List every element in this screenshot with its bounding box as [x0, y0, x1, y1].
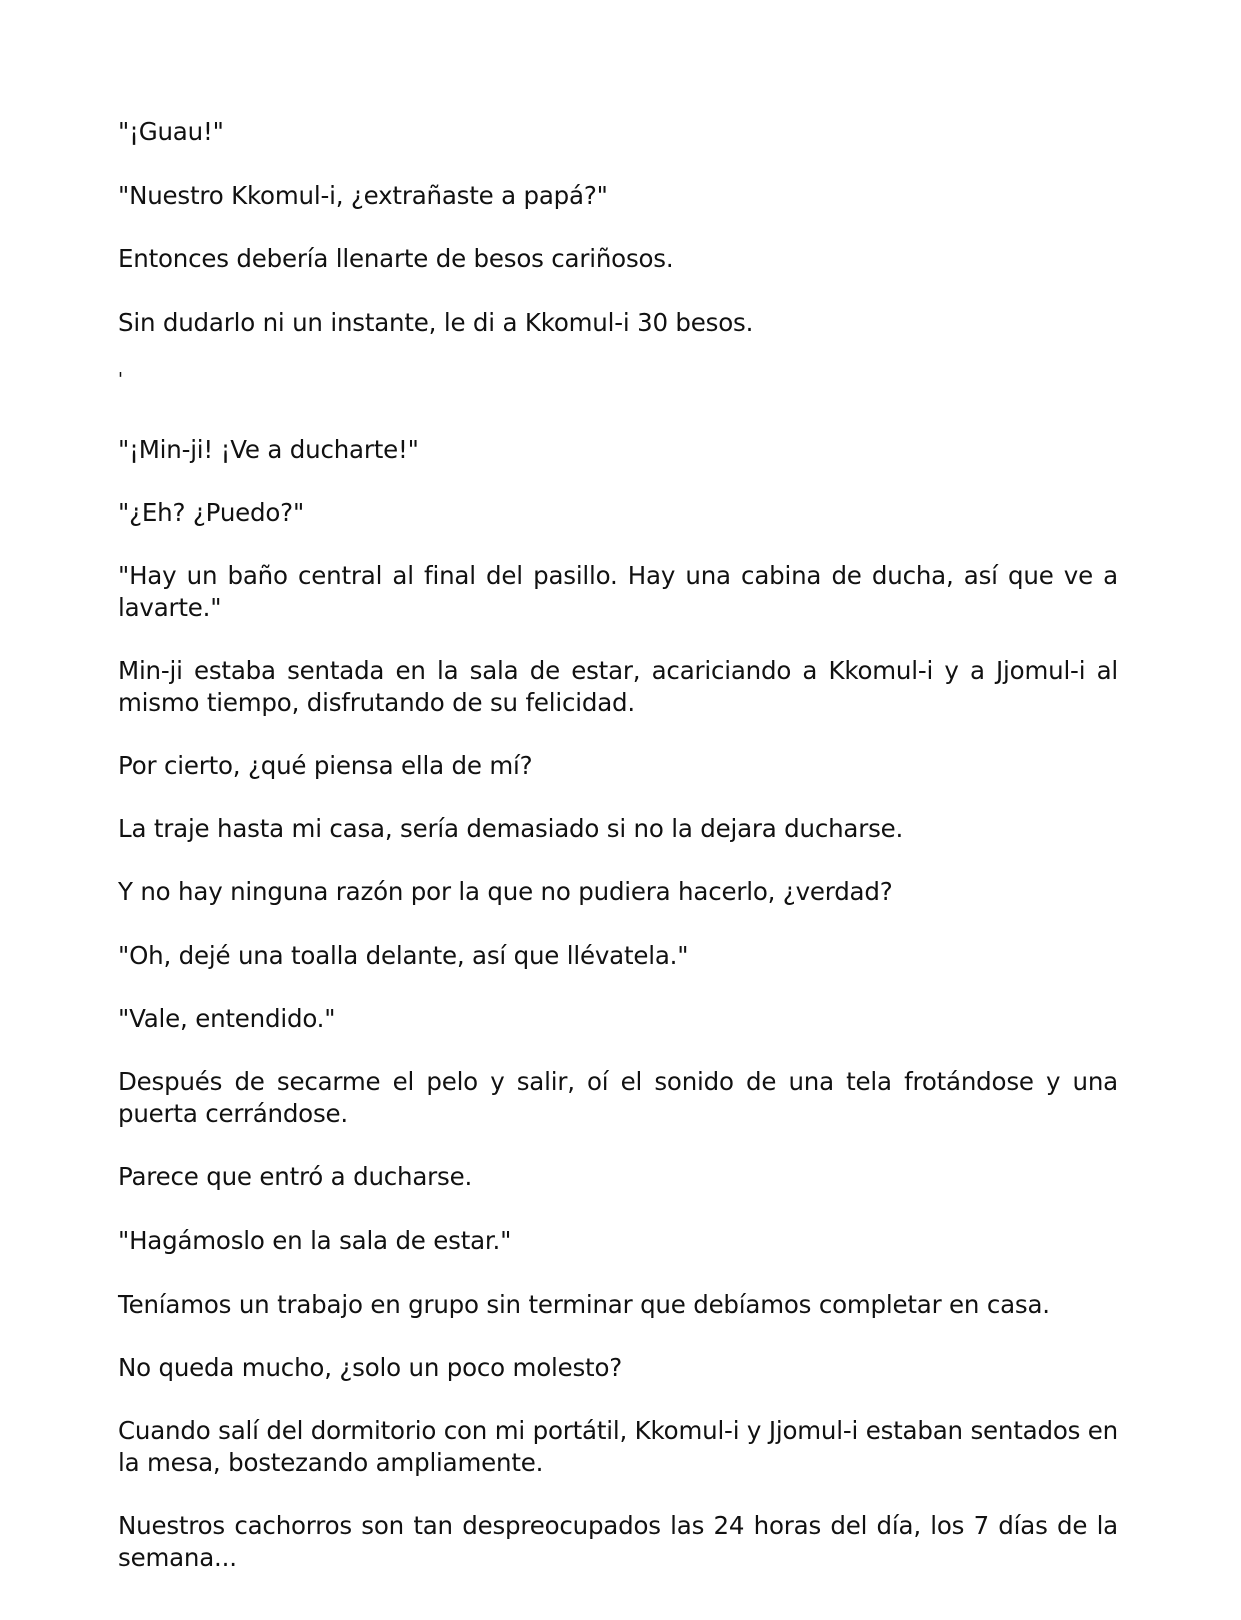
paragraph-20: Nuestros cachorros son tan despreocupados las 24 horas del día, los 7 días de la semana... — [118, 1511, 1118, 1572]
paragraph-14: Después de secarme el pelo y salir, oí el sonido de una tela frotándose y una puerta cerrándose. — [118, 1067, 1118, 1128]
paragraph-15: Parece que entró a ducharse. — [118, 1162, 473, 1191]
paragraph-12: "Oh, dejé una toalla delante, así que llévatela." — [118, 941, 689, 970]
paragraph-13: "Vale, entendido." — [118, 1004, 336, 1033]
paragraph-3: Entonces debería llenarte de besos cariñosos. — [118, 244, 674, 273]
paragraph-7: "Hay un baño central al final del pasillo. Hay una cabina de ducha, así que ve a lavarte." — [118, 561, 1118, 622]
paragraph-17: Teníamos un trabajo en grupo sin terminar que debíamos completar en casa. — [118, 1290, 1050, 1319]
paragraph-18: No queda mucho, ¿solo un poco molesto? — [118, 1353, 623, 1382]
paragraph-16: "Hagámoslo en la sala de estar." — [118, 1226, 512, 1255]
stray-mark: ' — [118, 369, 123, 390]
paragraph-9: Por cierto, ¿qué piensa ella de mí? — [118, 751, 533, 780]
paragraph-5: "¡Min-ji! ¡Ve a ducharte!" — [118, 435, 419, 464]
paragraph-2: "Nuestro Kkomul-i, ¿extrañaste a papá?" — [118, 181, 608, 210]
paragraph-11: Y no hay ninguna razón por la que no pudiera hacerlo, ¿verdad? — [118, 877, 893, 906]
paragraph-19: Cuando salí del dormitorio con mi portátil, Kkomul-i y Jjomul-i estaban sentados en la mesa, bostezando ampliamente. — [118, 1416, 1118, 1477]
paragraph-4: Sin dudarlo ni un instante, le di a Kkomul-i 30 besos. — [118, 308, 754, 337]
paragraph-10: La traje hasta mi casa, sería demasiado si no la dejara ducharse. — [118, 814, 904, 843]
paragraph-6: "¿Eh? ¿Puedo?" — [118, 498, 305, 527]
paragraph-8: Min-ji estaba sentada en la sala de estar, acariciando a Kkomul-i y a Jjomul-i al mismo tiempo, disfrutando de su felicidad. — [118, 656, 1118, 717]
paragraph-1: "¡Guau!" — [118, 117, 224, 146]
